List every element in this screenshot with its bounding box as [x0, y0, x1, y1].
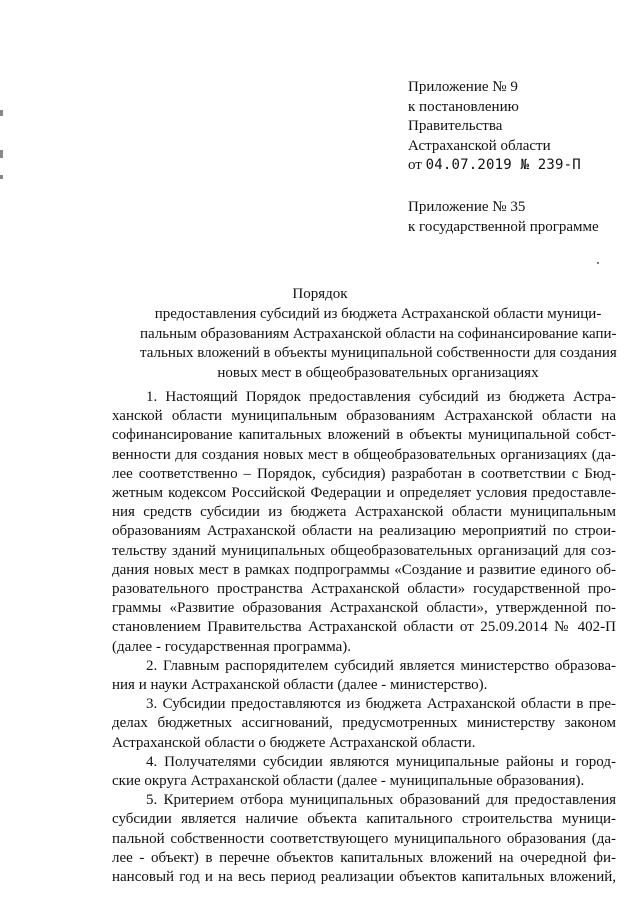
subtitle-line: предоставления субсидий из бюджета Астраханской области муници-	[154, 306, 602, 322]
body-line: граммы «Развитие образования Астраханской области», утвержденной по-	[112, 600, 616, 617]
body-line: пальной собственности соответствующего муниципального образования (да-	[112, 830, 616, 847]
body-line: венности для создания новых мест в общеобразовательных организациях (да-	[112, 446, 616, 463]
appendix-35-number: Приложение № 35	[408, 199, 526, 215]
appendix-35-block	[408, 198, 628, 237]
scan-margin-mark	[0, 175, 3, 179]
body-line: ханской области муниципальным образованиям Астраханской области на	[112, 408, 616, 425]
document-title: Порядок	[292, 286, 348, 302]
body-line: субсидии является наличие объекта капитального строительства муници-	[112, 811, 616, 828]
appendix-9-date-value: 04.07.2019 № 239-П	[425, 157, 581, 173]
body-line: ния и науки Астраханской области (далее - министерство).	[112, 677, 488, 694]
body-line: софинансирование капитальных вложений в объекты муниципальной собст-	[112, 427, 616, 444]
appendix-9-date-line	[408, 156, 628, 176]
body-line: жетным кодексом Российской Федерации и определяет условия предоставле-	[112, 485, 616, 502]
appendix-9-date-prefix: от	[408, 157, 422, 173]
body-line: 4. Получателями субсидии являются муниципальные районы и город-	[146, 753, 616, 770]
body-line: ские округа Астраханской области (далее - муниципальные образования).	[112, 773, 585, 790]
document-subtitle	[140, 305, 616, 383]
subtitle-line: новых мест в общеобразовательных организациях	[217, 364, 539, 381]
body-line: Астраханской области о бюджете Астраханской области.	[112, 734, 476, 751]
appendix-9-government: Правительства	[408, 118, 503, 134]
body-line: нансовый год и на весь период реализации объектов капитальных вложений,	[112, 869, 616, 886]
body-line: образованиям Астраханской области на реализацию мероприятий по строи-	[112, 523, 616, 540]
body-line: становлением Правительства Астраханской области от 25.09.2014 № 402-П	[112, 619, 616, 636]
body-line: делах бюджетных ассигнований, предусмотренных министерству законом	[112, 715, 616, 732]
body-line: 5. Критерием отбора муниципальных образований для предоставления	[146, 792, 616, 809]
body-line: (далее - государственная программа).	[112, 638, 352, 655]
body-line: ния средств субсидии из бюджета Астраханской области муниципальным	[112, 504, 616, 521]
scan-speck	[597, 262, 599, 264]
body-line: 3. Субсидии предоставляются из бюджета Астраханской области в пре-	[146, 696, 616, 713]
appendix-9-block	[408, 78, 628, 176]
subtitle-line: пальным образованиям Астраханской области на софинансирование капи-	[140, 325, 617, 342]
body-line: лее - объект) в перечне объектов капитальных вложений на очередной фи-	[112, 849, 616, 866]
appendix-35-to-program: к государственной программе	[408, 218, 599, 235]
body-line: разовательного пространства Астраханской области» государственной про-	[112, 581, 616, 598]
body-line: 2. Главным распорядителем субсидий является министерство образова-	[146, 657, 616, 674]
body-line: тельству зданий муниципальных общеобразовательных организаций для соз-	[112, 542, 616, 559]
document-body	[112, 388, 616, 887]
appendix-9-region: Астраханской области	[408, 137, 551, 154]
appendix-9-to-resolution: к постановлению	[408, 98, 519, 115]
scan-margin-mark	[0, 110, 3, 116]
appendix-9-number: Приложение № 9	[408, 79, 518, 95]
body-line: дания новых мест в рамках подпрограммы «Создание и развитие единого об-	[112, 561, 616, 578]
body-line: лее соответственно – Порядок, субсидия) разработан в соответствии с Бюд-	[112, 465, 616, 482]
scan-margin-mark	[0, 150, 3, 158]
subtitle-line: тальных вложений в объекты муниципальной собственности для создания	[140, 345, 617, 362]
body-line: 1. Настоящий Порядок предоставления субсидий из бюджета Астра-	[146, 389, 616, 405]
